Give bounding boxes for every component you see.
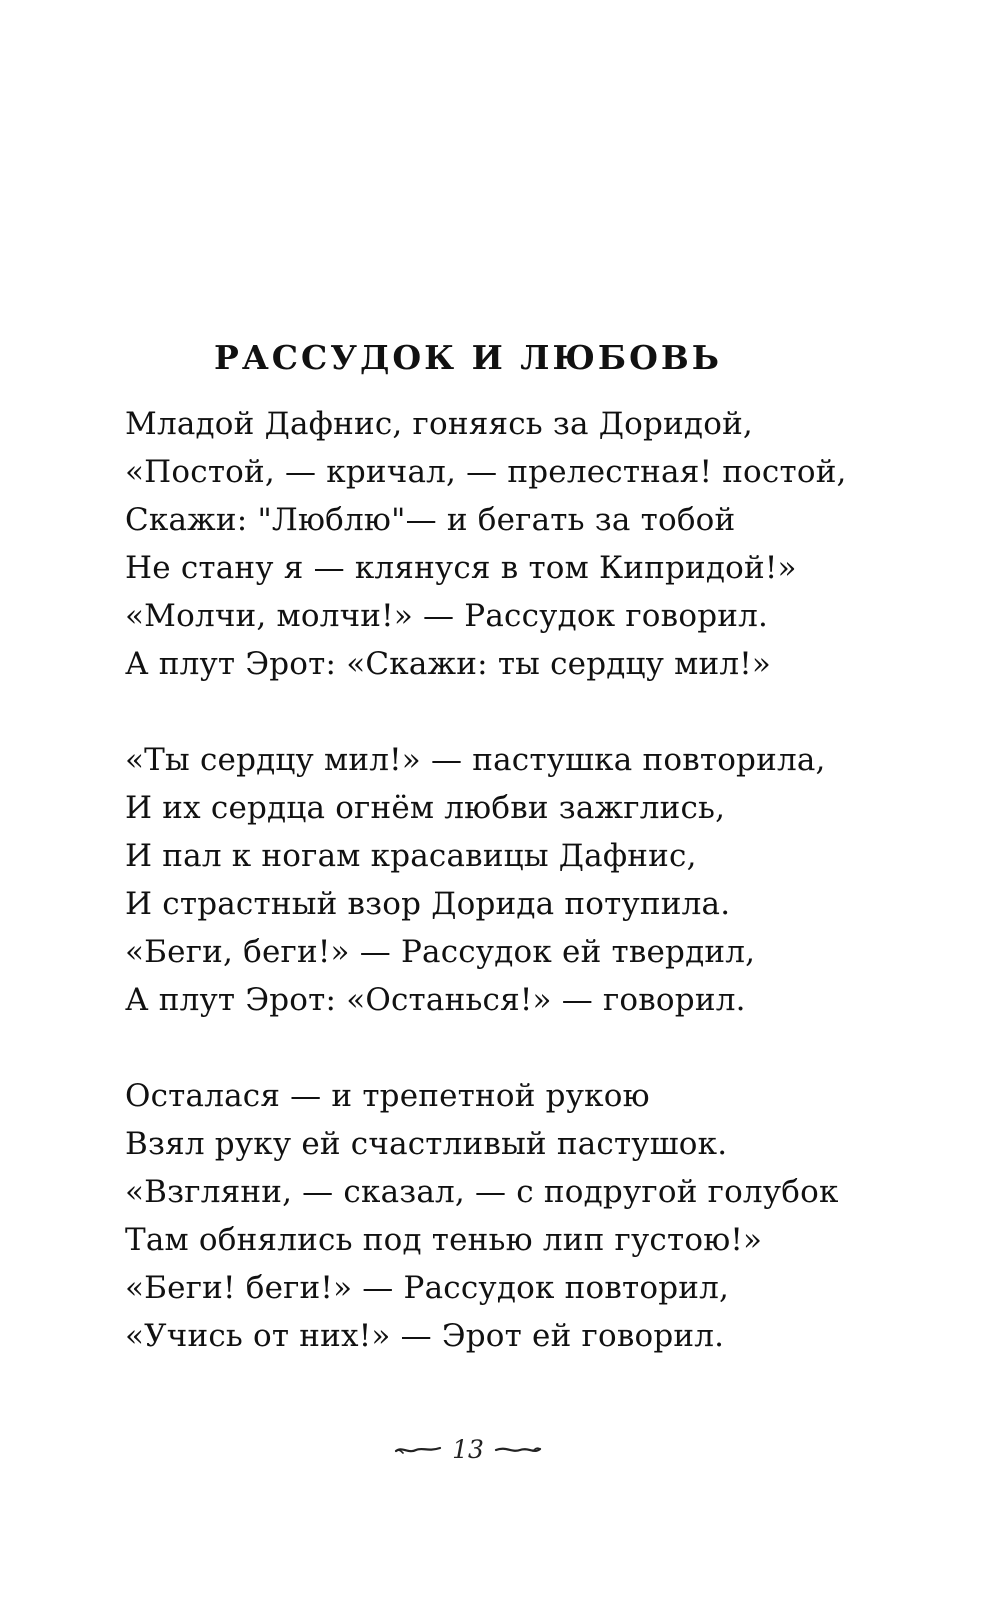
poem-line: «Учись от них!» — Эрот ей говорил. (125, 1318, 725, 1354)
poem-line: «Взгляни, — сказал, — с подругой голубок (125, 1174, 839, 1210)
poem-line: А плут Эрот: «Останься!» — говорил. (125, 982, 746, 1018)
poem-line: Скажи: "Люблю"— и бегать за тобой (125, 502, 736, 538)
flourish-right-icon (494, 1442, 542, 1458)
page-number: 13 (452, 1435, 484, 1464)
poem-line: «Беги, беги!» — Рассудок ей твердил, (125, 934, 756, 970)
poem-line: И пал к ногам красавицы Дафнис, (125, 838, 697, 874)
poem-line: «Молчи, молчи!» — Рассудок говорил. (125, 598, 769, 634)
stanza-3 (125, 1072, 945, 1360)
poem-line: Не стану я — клянуся в том Кипридой!» (125, 550, 797, 586)
poem-line: «Беги! беги!» — Рассудок повторил, (125, 1270, 730, 1306)
poem-title: РАССУДОК И ЛЮБОВЬ (214, 338, 722, 377)
poem-line: И страстный взор Дорида потупила. (125, 886, 731, 922)
page-footer (0, 1430, 936, 1470)
stanza-1 (125, 400, 945, 688)
poem-line: Осталася — и трепетной рукою (125, 1078, 650, 1114)
poem-line: Взял руку ей счастливый пастушок. (125, 1126, 728, 1162)
poem-line: И их сердца огнём любви зажглись, (125, 790, 726, 826)
flourish-left-icon (394, 1442, 442, 1458)
poem-line: «Ты сердцу мил!» — пастушка повторила, (125, 742, 826, 778)
stanza-2 (125, 736, 945, 1024)
poem-line: «Постой, — кричал, — прелестная! постой, (125, 454, 847, 490)
poem-line: Там обнялись под тенью лип густою!» (125, 1222, 763, 1258)
poem-line: Младой Дафнис, гоняясь за Доридой, (125, 406, 753, 442)
poem-line: А плут Эрот: «Скажи: ты сердцу мил!» (125, 646, 772, 682)
poem-body (125, 400, 945, 1408)
